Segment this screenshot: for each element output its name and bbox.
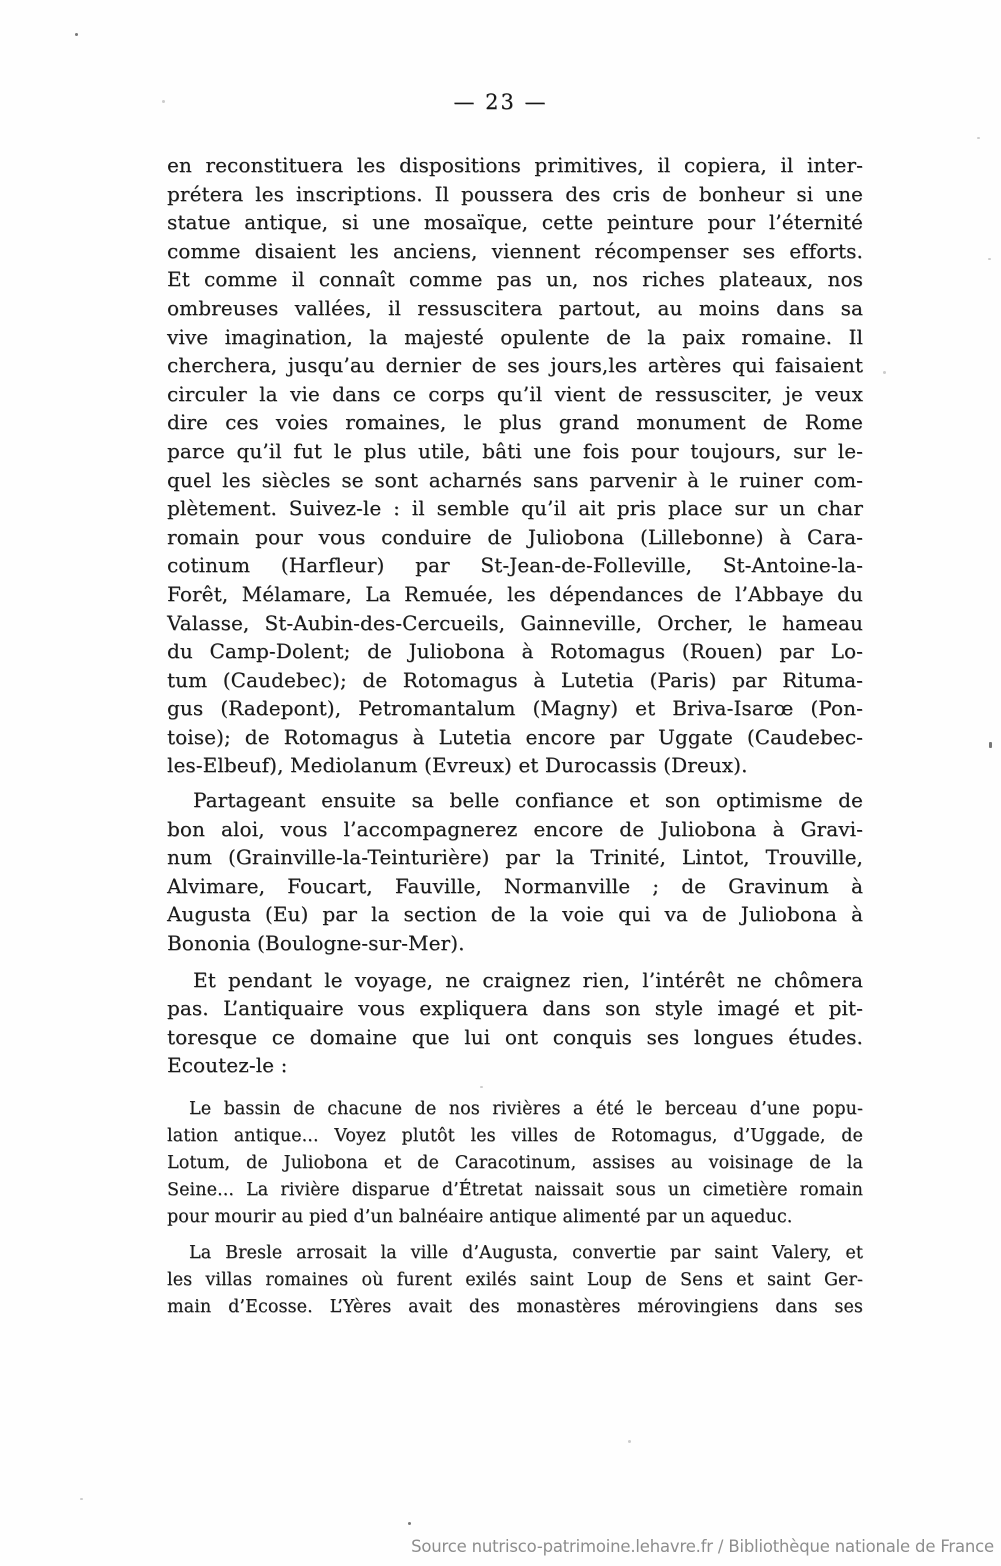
- scan-speck: [408, 1522, 411, 1525]
- paragraph: [167, 966, 863, 1080]
- scan-speck: [75, 33, 78, 36]
- text-line: prétera les inscriptions. Il poussera des cris de bonheur si une: [167, 181, 863, 206]
- text-line: tum (Caudebec); de Rotomagus à Lutetia (Paris) par Rituma-: [167, 667, 863, 692]
- text-line: lation antique... Voyez plutôt les villes de Rotomagus, d’Uggade, de: [167, 1126, 863, 1146]
- text-line: toise); de Rotomagus à Lutetia encore par Uggate (Caudebec-: [167, 724, 863, 749]
- text-line: pas. L’antiquaire vous expliquera dans son style imagé et pit-: [167, 996, 863, 1021]
- text-block: [167, 151, 863, 1321]
- text-line: quel les siècles se sont acharnés sans parvenir à le ruiner com-: [167, 467, 863, 492]
- text-line: La Bresle arrosait la ville d’Augusta, convertie par saint Valery, et: [189, 1243, 863, 1263]
- text-line: en reconstituera les dispositions primitives, il copiera, il inter-: [167, 153, 863, 177]
- text-line: num (Grainville-la-Teinturière) par la Trinité, Lintot, Trouville,: [167, 845, 863, 870]
- text-line: cotinum (Harfleur) par St-Jean-de-Folleville, St-Antoine-la-: [167, 553, 863, 578]
- scan-speck: [480, 1086, 483, 1088]
- source-attribution: Source nutrisco-patrimoine.lehavre.fr / Bibliothèque nationale de France: [411, 1537, 994, 1556]
- text-line: Et pendant le voyage, ne craignez rien, l’intérêt ne chômera: [193, 967, 863, 992]
- text-line: parce qu’il fut le plus utile, bâti une fois pour toujours, sur le-: [167, 438, 863, 463]
- text-line: Ecoutez-le :: [167, 1053, 288, 1078]
- text-line: main d’Ecosse. L’Yères avait des monastères mérovingiens dans ses: [167, 1297, 863, 1317]
- text-line: Valasse, St-Aubin-des-Cercueils, Gainneville, Orcher, le hameau: [167, 610, 863, 635]
- text-line: du Camp-Dolent; de Juliobona à Rotomagus (Rouen) par Lo-: [167, 639, 863, 664]
- text-line: toresque ce domaine que lui ont conquis ses longues études.: [167, 1024, 863, 1049]
- text-line: Alvimare, Foucart, Fauville, Normanville ; de Gravinum à: [167, 873, 863, 898]
- text-line: statue antique, si une mosaïque, cette peinture pour l’éternité: [167, 210, 863, 235]
- text-line: romain pour vous conduire de Juliobona (Lillebonne) à Cara-: [167, 524, 863, 549]
- text-line: Et comme il connaît comme pas un, nos riches plateaux, nos: [167, 267, 863, 292]
- quote-paragraph: [167, 1240, 863, 1321]
- text-line: vive imagination, la majesté opulente de la paix romaine. Il: [167, 324, 863, 349]
- text-line: Bononia (Boulogne-sur-Mer).: [167, 931, 465, 956]
- scan-speck: [977, 137, 980, 139]
- text-line: Partageant ensuite sa belle confiance et son optimisme de: [193, 788, 863, 813]
- text-line: les villas romaines où furent exilés saint Loup de Sens et saint Ger-: [167, 1270, 863, 1290]
- text-line: Lotum, de Juliobona et de Caracotinum, assises au voisinage de la: [167, 1153, 863, 1173]
- scan-speck: [628, 1440, 631, 1443]
- scan-speck: [883, 371, 886, 374]
- text-line: cherchera, jusqu’au dernier de ses jours,les artères qui faisaient: [167, 353, 863, 378]
- paragraph: [167, 151, 863, 780]
- scan-speck: [162, 100, 165, 103]
- text-line: Forêt, Mélamare, La Remuée, les dépendances de l’Abbaye du: [167, 581, 863, 606]
- text-line: dire ces voies romaines, le plus grand monument de Rome: [167, 410, 863, 435]
- scan-speck: [80, 1498, 83, 1500]
- text-line: ombreuses vallées, il ressuscitera partout, au moins dans sa: [167, 295, 863, 320]
- quote-paragraph: [167, 1096, 863, 1231]
- text-line: Seine... La rivière disparue d’Étretat naissait sous un cimetière romain: [167, 1180, 863, 1200]
- text-line: circuler la vie dans ce corps qu’il vient de ressusciter, je veux: [167, 381, 863, 406]
- scan-speck: [989, 742, 992, 748]
- page-number: — 23 —: [453, 90, 548, 114]
- text-line: comme disaient les anciens, viennent récompenser ses efforts.: [167, 238, 863, 263]
- text-line: les-Elbeuf), Mediolanum (Evreux) et Durocassis (Dreux).: [167, 753, 748, 778]
- paragraph: [167, 786, 863, 958]
- text-line: plètement. Suivez-le : il semble qu’il ait pris place sur un char: [167, 496, 863, 521]
- text-line: Augusta (Eu) par la section de la voie qui va de Juliobona à: [167, 902, 863, 927]
- text-line: gus (Radepont), Petromantalum (Magny) et Briva-Isarœ (Pon-: [167, 696, 863, 721]
- text-line: bon aloi, vous l’accompagnerez encore de Juliobona à Gravi-: [167, 816, 863, 841]
- scan-speck: [988, 258, 991, 260]
- text-line: Le bassin de chacune de nos rivières a été le berceau d’une popu-: [189, 1099, 863, 1119]
- text-line: pour mourir au pied d’un balnéaire antique alimenté par un aqueduc.: [167, 1207, 793, 1227]
